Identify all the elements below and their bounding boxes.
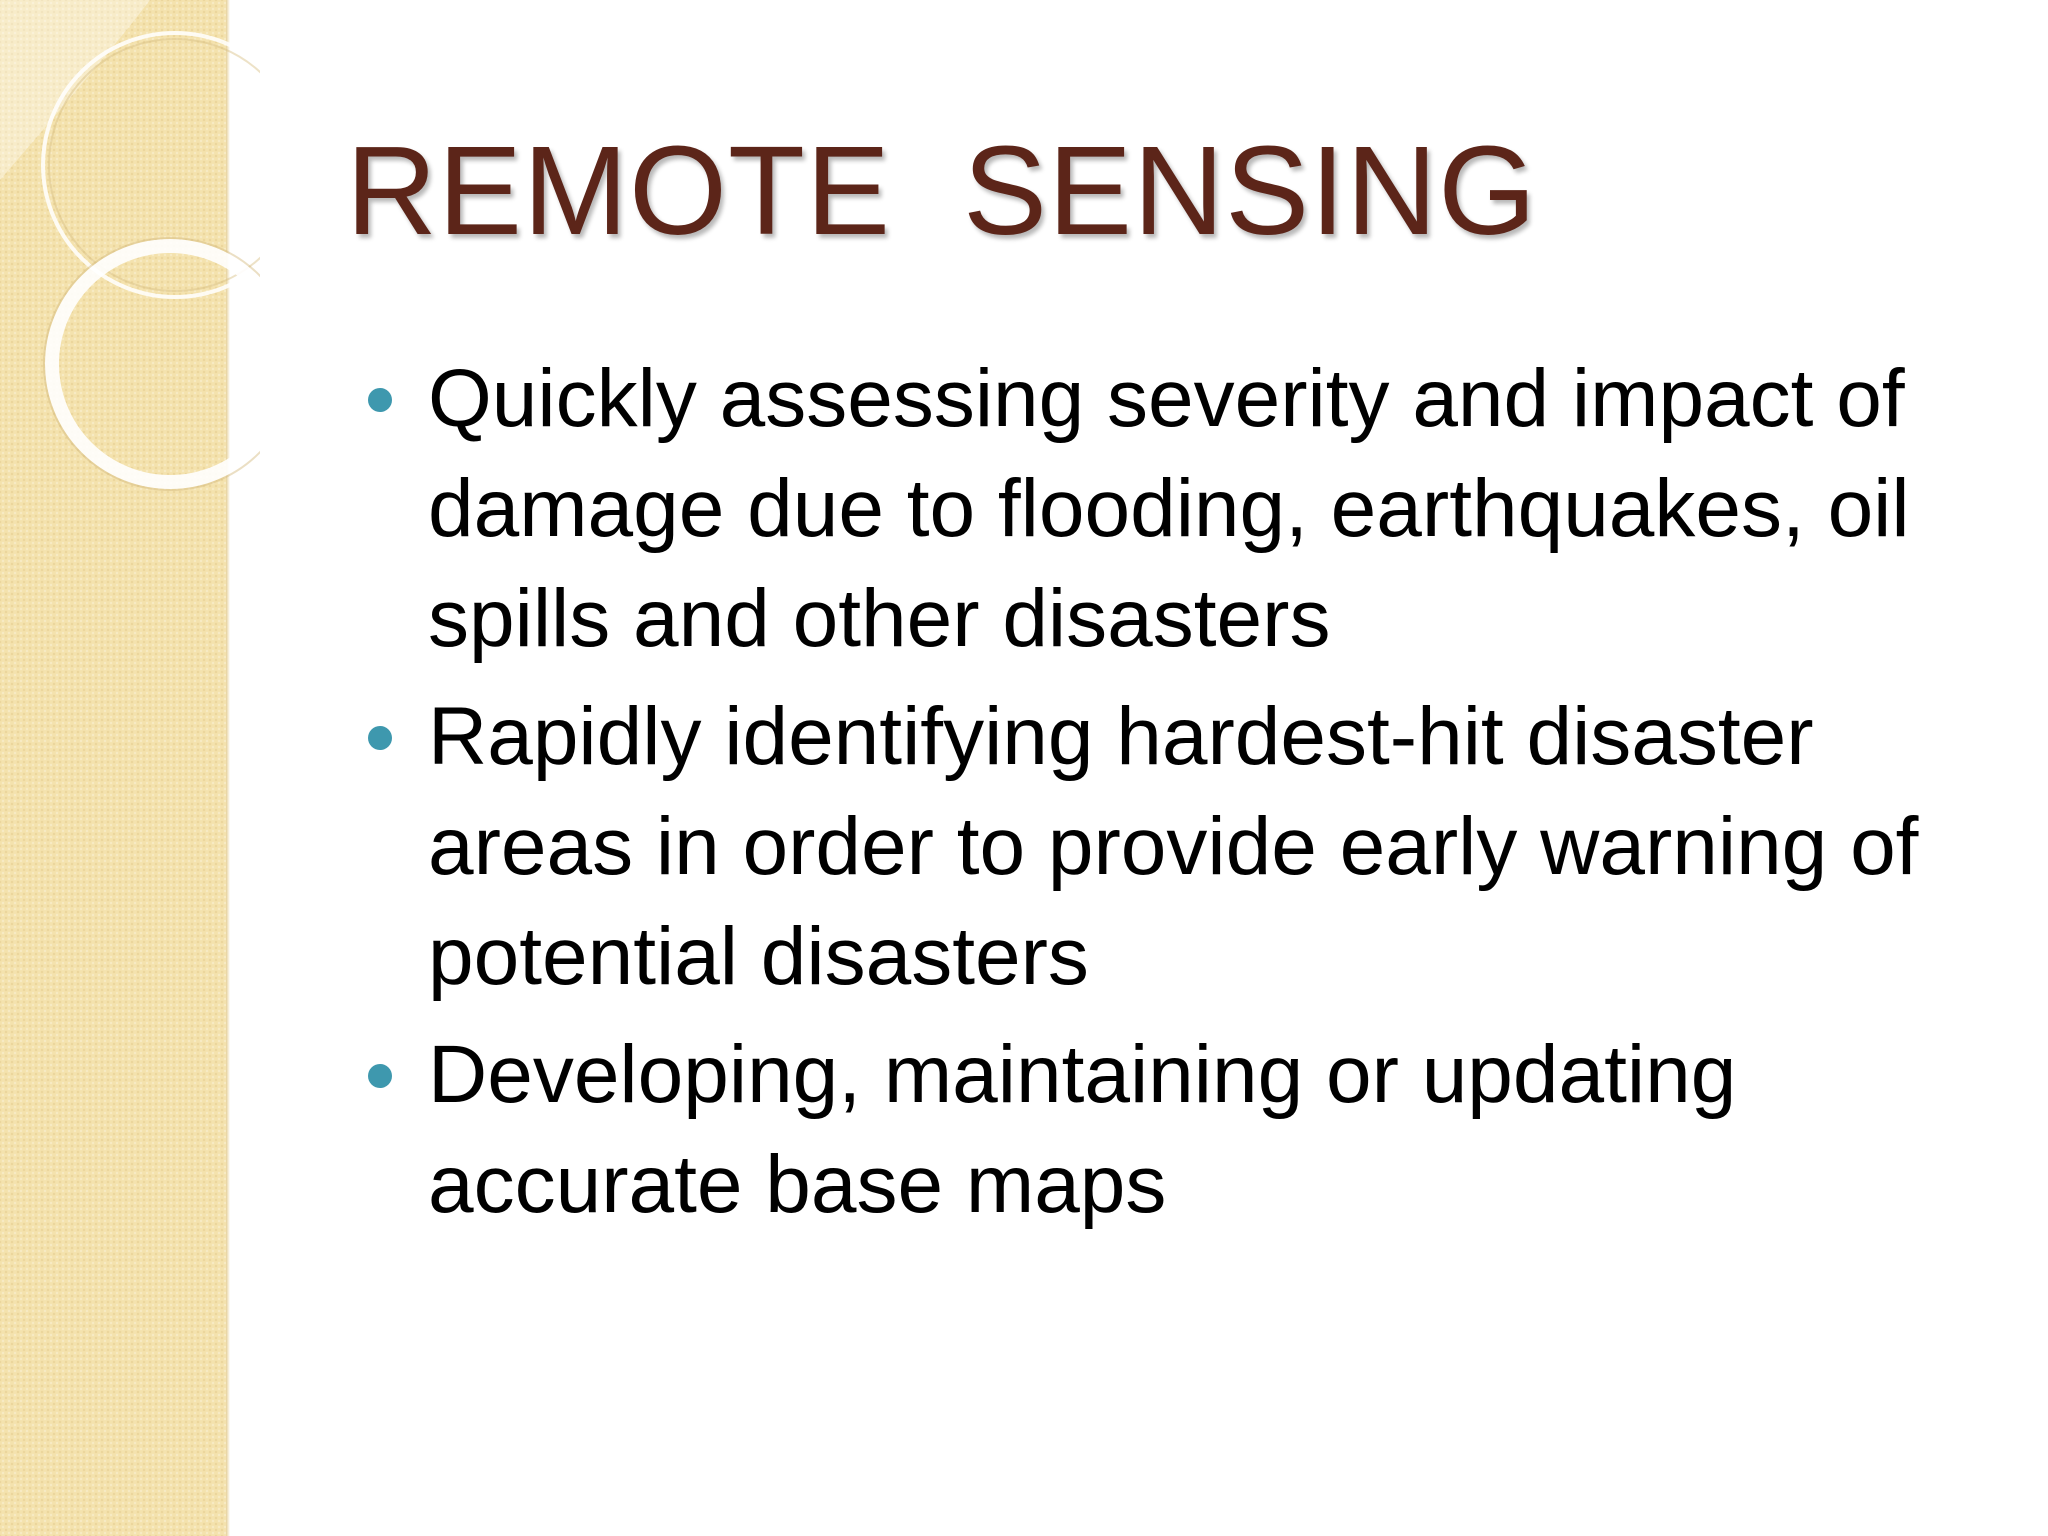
bullet-dot-icon <box>368 388 392 412</box>
side-band-edge <box>226 0 230 1536</box>
bullet-list <box>428 344 2028 1248</box>
slide-title: REMOTE SENSING <box>346 120 1538 261</box>
bullet-dot-icon <box>368 1064 392 1088</box>
bullet-item <box>428 344 2028 674</box>
bullet-item <box>428 1020 2028 1240</box>
bullet-text: Developing, maintaining or updating accurate base maps <box>428 1029 1737 1230</box>
side-band-background <box>0 0 228 1536</box>
bullet-text: Rapidly identifying hardest-hit disaster areas in order to provide early warning of potential disasters <box>428 691 1919 1002</box>
bullet-text: Quickly assessing severity and impact of damage due to flooding, earthquakes, oil spills and other disasters <box>428 353 1910 664</box>
bullet-dot-icon <box>368 726 392 750</box>
bullet-item <box>428 682 2028 1012</box>
